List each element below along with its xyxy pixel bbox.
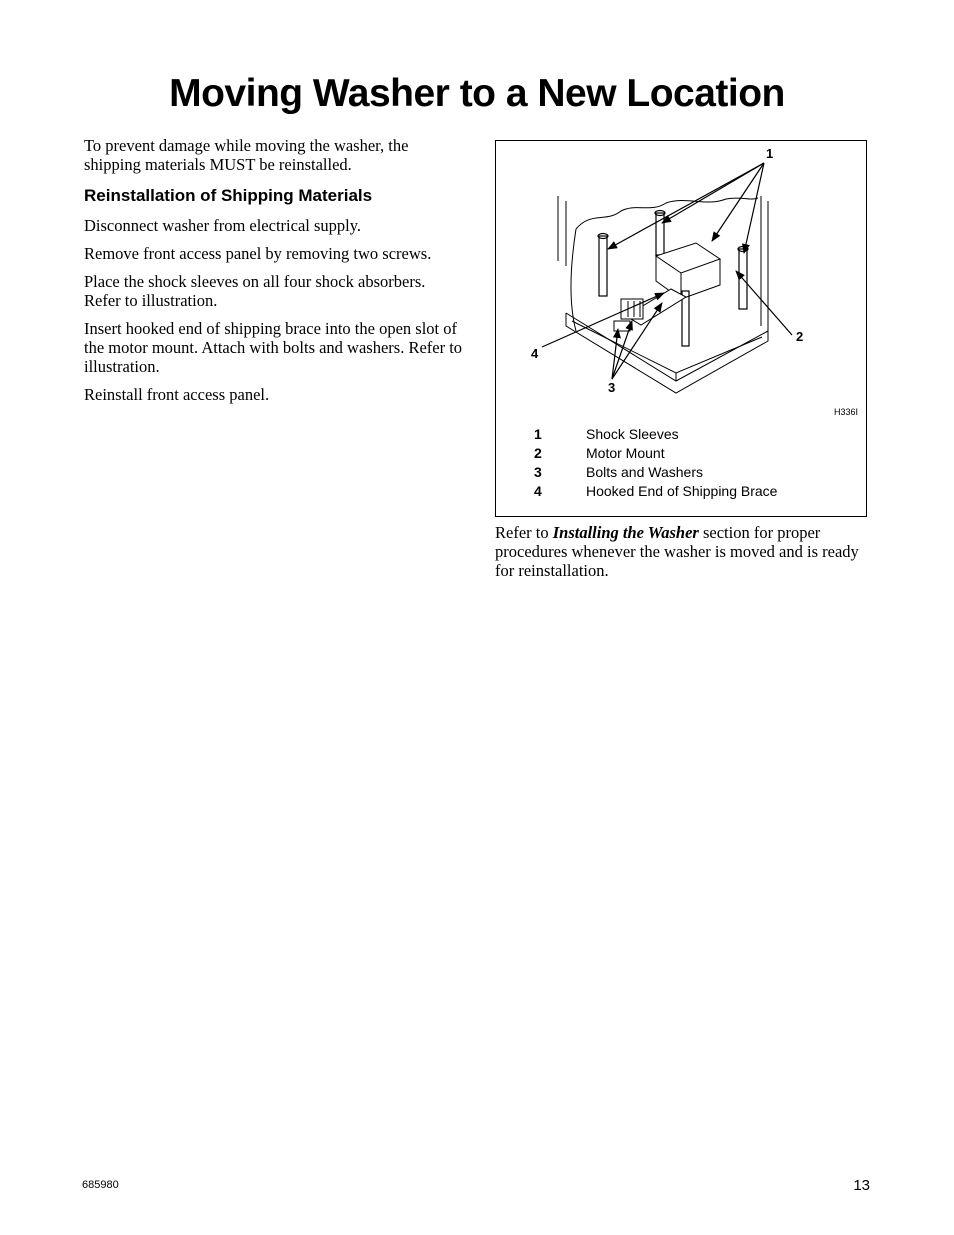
instructions-column <box>84 136 464 413</box>
refer-prefix: Refer to <box>495 523 553 542</box>
refer-paragraph <box>495 523 875 580</box>
legend-number: 4 <box>534 482 542 499</box>
step-paragraph: Disconnect washer from electrical supply. <box>84 216 362 235</box>
step-paragraph: Insert hooked end of shipping brace into the open slot of the motor mount. Attach with bolts and washers. Refer to illustration. <box>84 319 463 376</box>
document-number: 685980 <box>82 1179 119 1191</box>
callout-3: 3 <box>608 380 616 395</box>
callout-4: 4 <box>531 346 539 361</box>
step-paragraph: Reinstall front access panel. <box>84 385 270 404</box>
legend-number: 3 <box>534 463 542 480</box>
section-heading: Reinstallation of Shipping Materials <box>84 186 373 205</box>
legend-label: Bolts and Washers <box>586 463 703 480</box>
legend-label: Shock Sleeves <box>586 426 679 443</box>
intro-paragraph: To prevent damage while moving the washer, the shipping materials MUST be reinstalled. <box>84 136 409 174</box>
callout-2: 2 <box>796 329 804 344</box>
page-title: Moving Washer to a New Location <box>169 72 785 115</box>
legend-row <box>534 425 777 444</box>
legend-row <box>534 444 777 463</box>
figure-code: H336I <box>833 407 858 417</box>
legend-label: Hooked End of Shipping Brace <box>586 482 778 499</box>
washer-illustration <box>496 141 868 401</box>
refer-suffix: section for proper procedures whenever the washer is moved and is ready for reinstallation. <box>495 523 859 580</box>
step-paragraph: Remove front access panel by removing two screws. <box>84 244 432 263</box>
legend-row <box>534 463 777 482</box>
legend-number: 2 <box>534 445 542 462</box>
refer-section-name: Installing the Washer <box>552 523 699 542</box>
legend-number: 1 <box>534 426 542 443</box>
page-number: 13 <box>853 1177 870 1194</box>
illustration-figure <box>495 140 867 517</box>
figure-legend <box>534 425 777 500</box>
step-paragraph: Place the shock sleeves on all four shock absorbers. Refer to illustration. <box>84 272 426 310</box>
legend-row <box>534 481 777 500</box>
callout-1: 1 <box>766 146 774 161</box>
legend-label: Motor Mount <box>586 445 665 462</box>
